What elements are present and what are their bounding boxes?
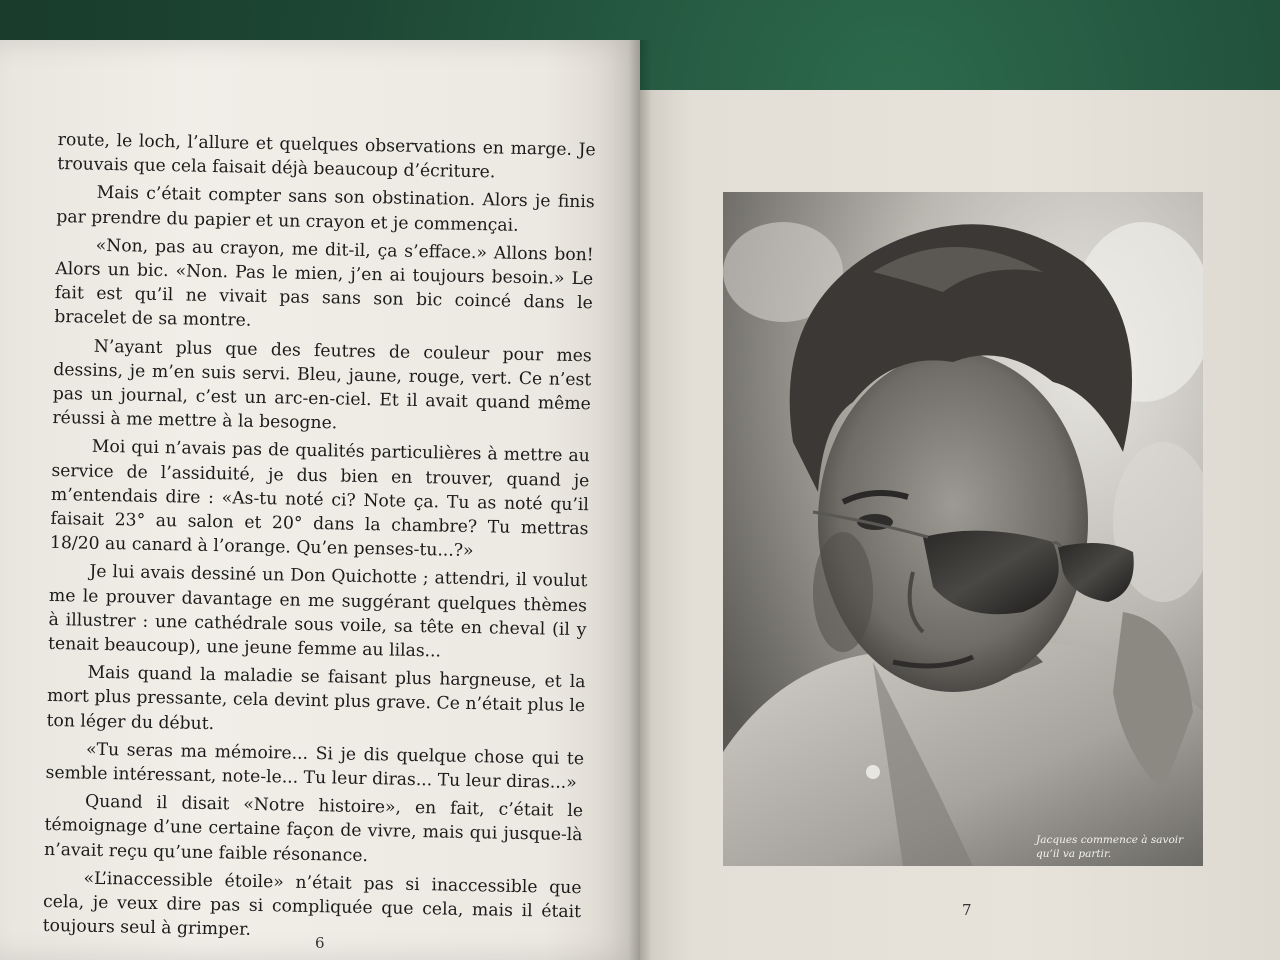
paragraph: «L’inaccessible étoile» n’était pas si inaccessible que cela, je veux dire pas si compliquée que cela, mais il était toujours seul à grimper.: [42, 868, 582, 941]
shirt-button: [866, 765, 880, 779]
paragraph: «Non, pas au crayon, me dit-il, ça s’efface.» Allons bon! Alors un bic. «Non. Pas le mien, j’en ai toujours besoin.» Le fait est qu’il ne vivait pas sans son bic coincé dans le bracelet de sa montre.: [54, 235, 594, 332]
paragraph: N’ayant plus que des feutres de couleur pour mes dessins, je m’en suis servi. Bleu, jaune, rouge, vert. Ce n’est pas un journal, c’est un arc-en-ciel. Et il avait quand même réussi à me mettre à la besogne.: [52, 336, 592, 434]
portrait-photo: [723, 192, 1203, 866]
book-gutter: [628, 40, 652, 960]
left-page-text: [42, 128, 596, 953]
paragraph: «Tu seras ma mémoire... Si je dis quelque chose qui te semble intéressant, note-le... Tu leur diras... Tu leur diras...»: [45, 739, 585, 794]
page-number-right: 7: [962, 901, 972, 919]
portrait-illustration: [723, 192, 1203, 866]
paragraph: Mais c’était compter sans son obstination. Alors je finis par prendre du papier et un crayon et je commençai.: [56, 183, 595, 236]
paragraph: Quand il disait «Notre histoire», en fait, c’était le témoignage d’une certaine façon de vivre, mais qui jusque-là n’avait reçu qu’une faible résonance.: [43, 791, 584, 866]
page-number-left: 6: [315, 934, 325, 952]
paragraph: route, le loch, l’allure et quelques observations en marge. Je trouvais que cela faisait déjà beaucoup d’écriture.: [57, 129, 596, 183]
paragraph: Mais quand la maladie se faisant plus hargneuse, et la mort plus pressante, cela devint plus grave. Ce n’était plus le ton léger du début.: [46, 662, 586, 734]
paragraph: Je lui avais dessiné un Don Quichotte ; attendri, il voulut me le prouver davantage en me suggérant quelques thèmes à illustrer : une cathédrale sous voile, sa tête en cheval (il y tenait beaucoup), une jeune femme au lilas...: [47, 562, 588, 662]
photo-caption: Jacques commence à savoir qu’il va partir.: [1036, 834, 1184, 860]
paragraph: Moi qui n’avais pas de qualités particulières à mettre au service de l’assiduité, je dus bien en trouver, quand je m’entendais dire : «As-tu noté ci? Note ça. Tu as noté qu’il faisait 23° au salon et 20° dans la chambre? Tu mettras 18/20 au canard à l’orange. Qu’en penses-tu...?»: [49, 437, 590, 562]
